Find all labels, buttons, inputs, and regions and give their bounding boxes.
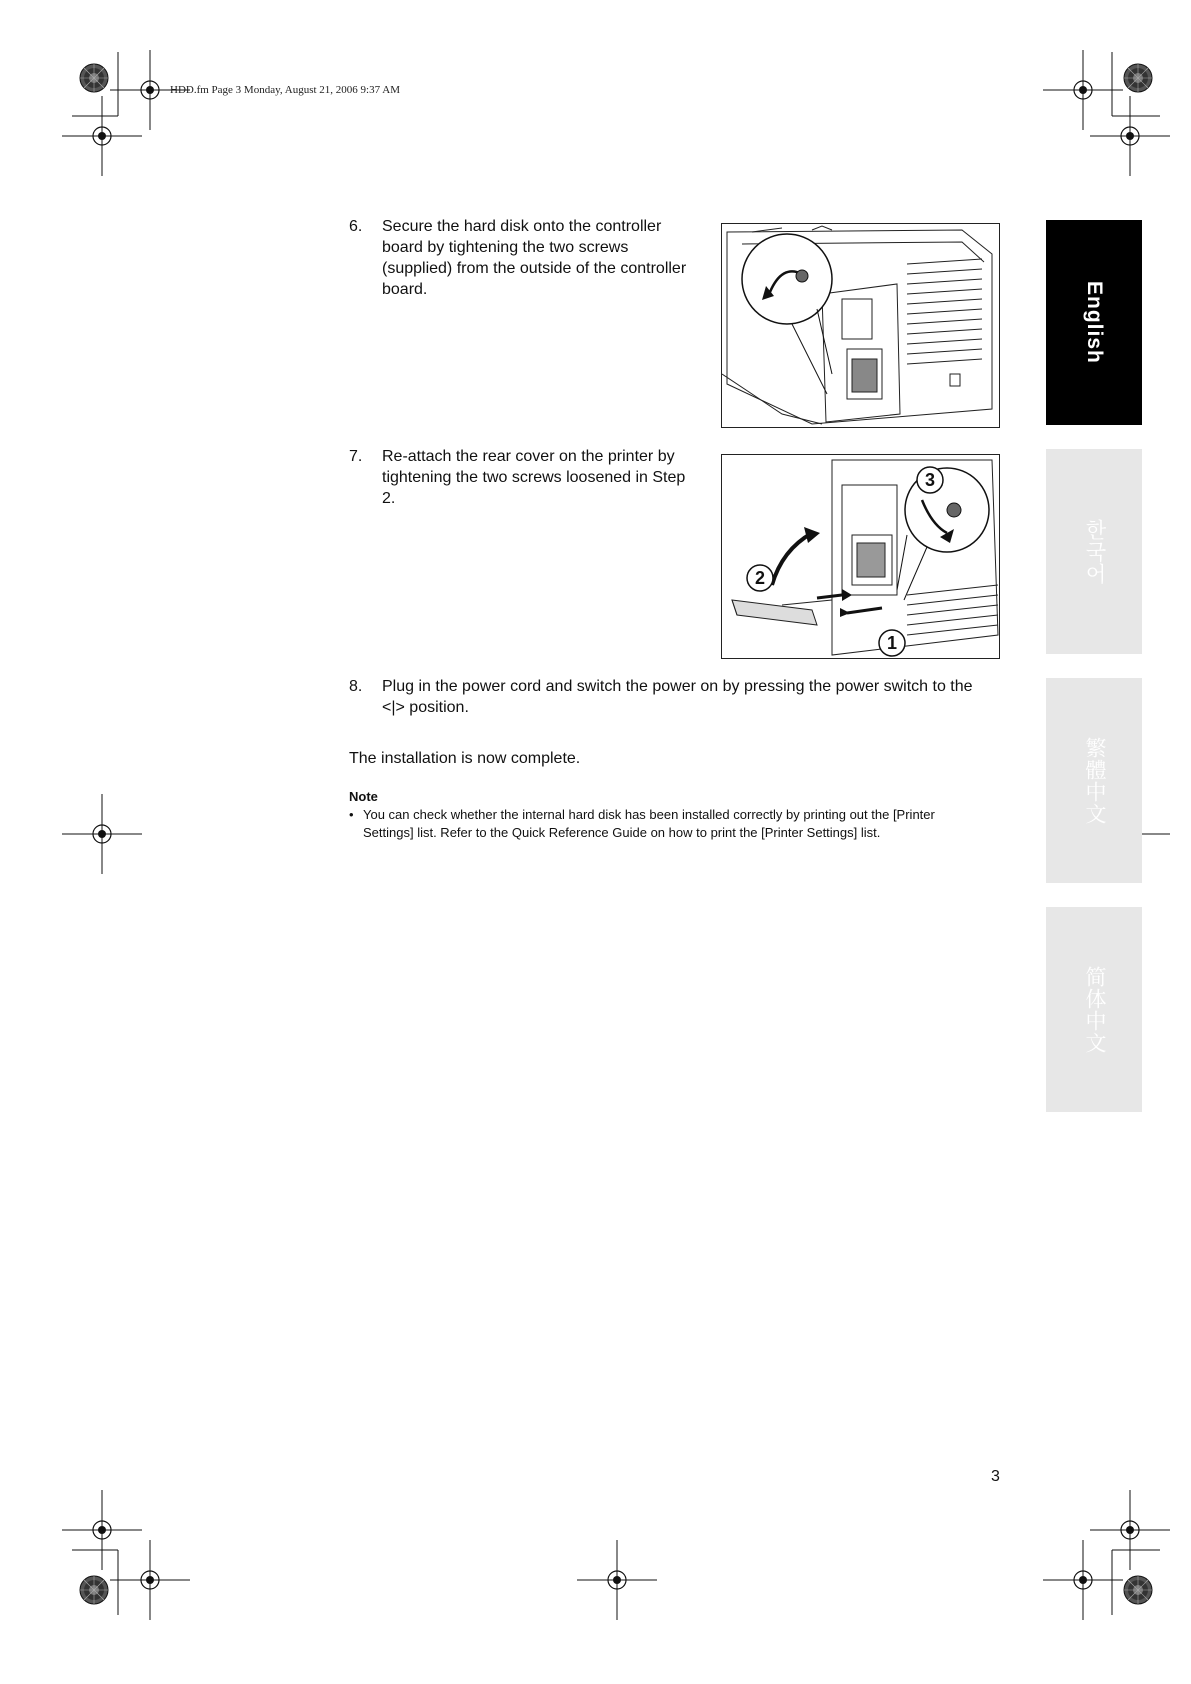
step-number: 8. xyxy=(349,678,363,695)
color-registration-icon xyxy=(80,1576,108,1604)
figure-reattach-rear-cover xyxy=(721,454,1000,659)
printer-illustration xyxy=(722,224,999,427)
registration-crosshair-icon xyxy=(1090,1490,1170,1570)
color-registration-icon xyxy=(1124,1576,1152,1604)
registration-crosshair-icon xyxy=(110,1540,190,1620)
callout-3-icon xyxy=(917,467,943,493)
completion-message: The installation is now complete. xyxy=(349,750,581,767)
registration-crosshair-icon xyxy=(62,1490,142,1570)
callout-1-icon xyxy=(879,630,905,656)
language-tab-english[interactable]: English xyxy=(1046,220,1142,425)
printer-illustration xyxy=(722,455,999,658)
registration-crosshair-icon xyxy=(1043,50,1123,130)
step-7 xyxy=(349,446,709,516)
registration-crosshair-icon xyxy=(1090,96,1170,176)
note-title: Note xyxy=(349,789,378,804)
callout-2-icon xyxy=(747,565,773,591)
step-number: 6. xyxy=(349,218,363,235)
color-registration-icon xyxy=(80,64,108,92)
svg-text:1: 1 xyxy=(886,633,898,653)
step-text: Secure the hard disk onto the controller board by tightening the two screws (supplied) from the outside of the controller board. xyxy=(382,218,687,298)
figure-secure-hard-disk xyxy=(721,223,1000,428)
language-tab-simplified-chinese[interactable]: 简体中文 xyxy=(1046,907,1142,1112)
registration-crosshair-icon xyxy=(1043,1540,1123,1620)
step-6 xyxy=(349,216,709,306)
registration-crosshair-icon xyxy=(62,96,142,176)
step-8 xyxy=(349,676,1009,722)
step-text: Plug in the power cord and switch the power on by pressing the power switch to the <|> position. xyxy=(382,678,973,716)
svg-text:3: 3 xyxy=(924,470,936,490)
step-text: Re-attach the rear cover on the printer by tightening the two screws loosened in Step 2. xyxy=(382,448,686,507)
page-number: 3 xyxy=(991,1468,1000,1485)
registration-crosshair-icon xyxy=(577,1540,657,1620)
language-tab-korean[interactable]: 한국어 xyxy=(1046,449,1142,654)
bullet: • xyxy=(349,807,354,822)
file-info-header: HDD.fm Page 3 Monday, August 21, 2006 9:37 AM xyxy=(170,84,400,96)
svg-text:2: 2 xyxy=(754,568,766,588)
step-number: 7. xyxy=(349,448,363,465)
color-registration-icon xyxy=(1124,64,1152,92)
registration-crosshair-icon xyxy=(62,794,142,874)
note-item: • You can check whether the internal hard disk has been installed correctly by printing out the [Printer Settings] list. Refer to the Quick Reference Guide on how to print the [Printer Settings] list. xyxy=(349,807,935,840)
language-tab-traditional-chinese[interactable]: 繁體中文 xyxy=(1046,678,1142,883)
